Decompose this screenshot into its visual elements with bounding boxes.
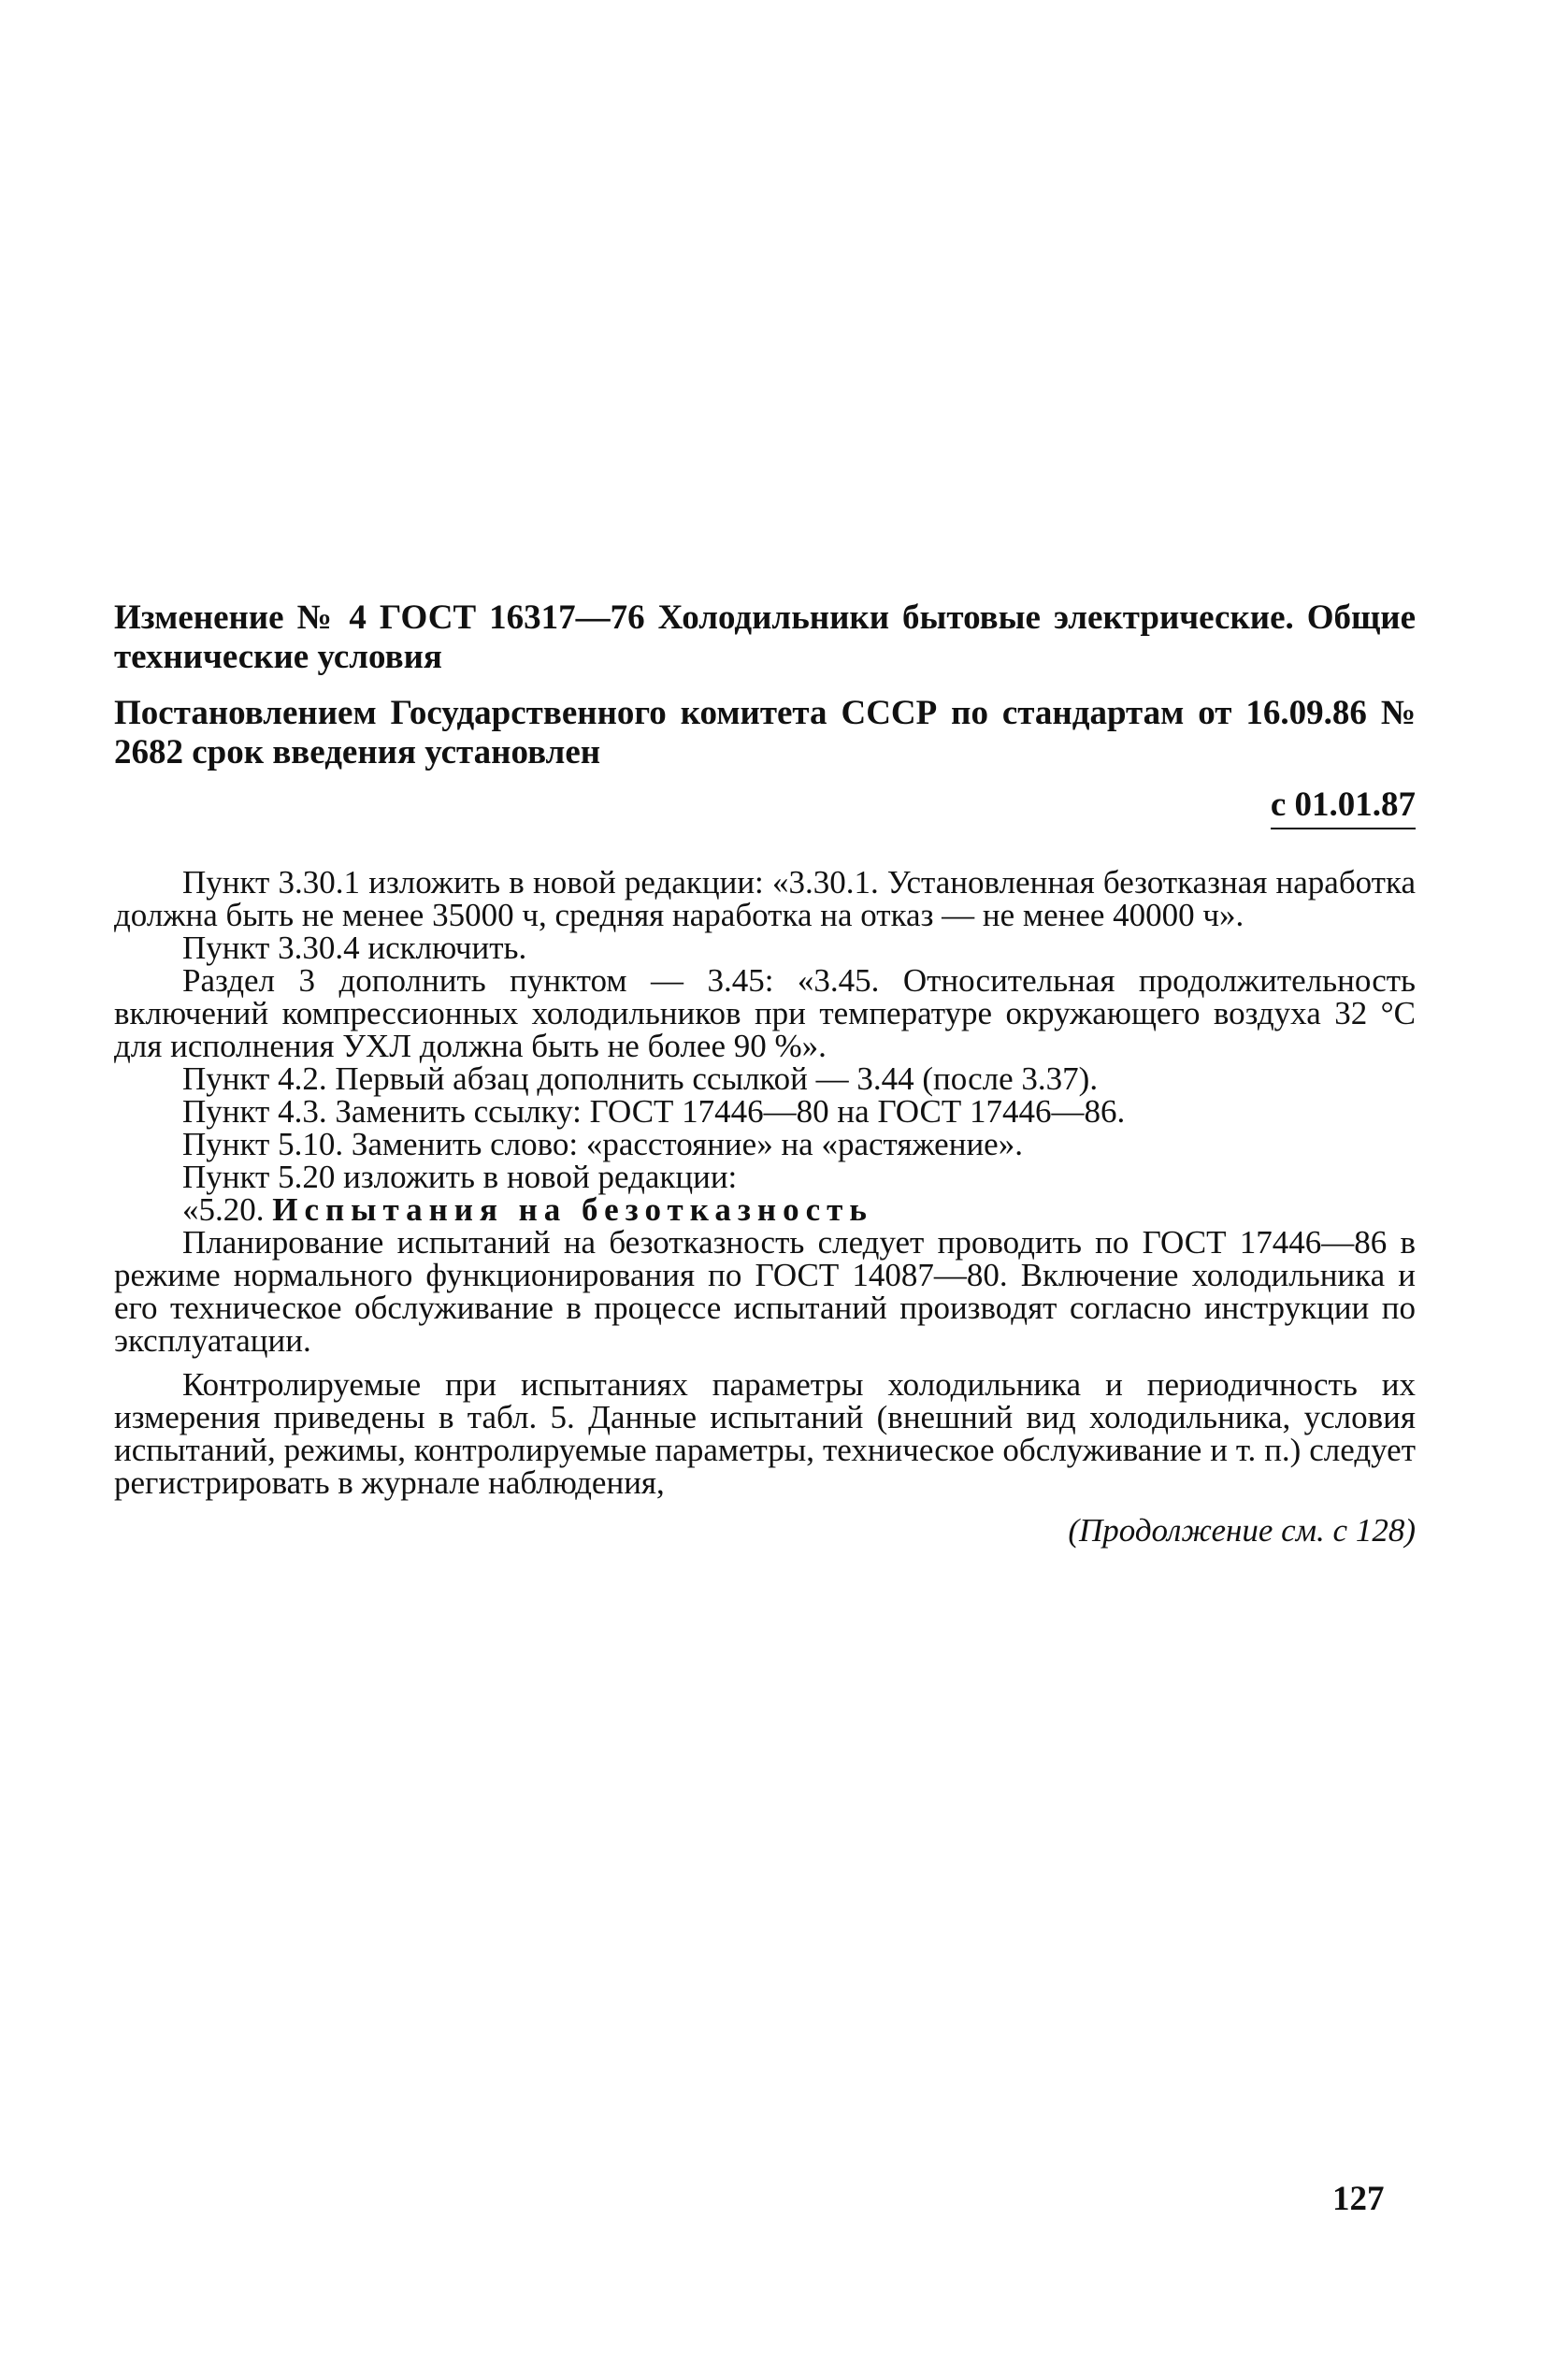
section-heading: Испытания на безотказность	[272, 1191, 873, 1228]
continuation-note: (Продолжение см. с 128)	[1068, 1512, 1416, 1549]
paragraph-4-3: Пункт 4.3. Заменить ссылку: ГОСТ 17446—80 на ГОСТ 17446—86.	[182, 1093, 1126, 1130]
section-5-20-heading	[114, 1193, 1416, 1226]
paragraph-planning: Планирование испытаний на безотказность следует проводить по ГОСТ 17446—86 в режиме нормального функционирования по ГОСТ 14087—80. Включение холодильника и его техническое обслуживание в процессе испытаний производят согласно инструкции по эксплуатации.	[114, 1224, 1416, 1359]
paragraph-3-45: Раздел 3 дополнить пунктом — 3.45: «3.45. Относительная продолжительность включений компрессионных холодильников при температуре окружающего воздуха 32 °С для исполнения УХЛ должна быть не более 90 %».	[114, 962, 1416, 1064]
section-prefix: «5.20.	[182, 1191, 265, 1228]
paragraph-4-2: Пункт 4.2. Первый абзац дополнить ссылкой — 3.44 (после 3.37).	[182, 1060, 1099, 1097]
paragraph-controlled-params: Контролируемые при испытаниях параметры холодильника и периодичность их измерения приведены в табл. 5. Данные испытаний (внешний вид холодильника, условия испытаний, режимы, контролируемые параметры, техническое обслуживание и т. п.) следует регистрировать в журнале наблюдения,	[114, 1366, 1416, 1501]
amendment-title: Изменение № 4 ГОСТ 16317—76 Холодильники бытовые электрические. Общие технические условия	[114, 598, 1416, 676]
effective-date	[114, 786, 1416, 825]
amendment-body	[114, 866, 1416, 1499]
paragraph-5-10: Пункт 5.10. Заменить слово: «расстояние» на «растяжение».	[182, 1126, 1023, 1162]
effective-date-value: с 01.01.87	[1271, 786, 1416, 829]
page-number: 127	[1332, 2180, 1385, 2218]
paragraph-3-30-4: Пункт 3.30.4 исключить.	[182, 930, 527, 966]
paragraph-5-20-intro: Пункт 5.20 изложить в новой редакции:	[182, 1159, 738, 1195]
paragraph-3-30-1: Пункт 3.30.1 изложить в новой редакции: «3.30.1. Установленная безотказная наработка должна быть не менее 35000 ч, средняя наработка на отказ — не менее 40000 ч».	[114, 864, 1416, 933]
decree-statement: Постановлением Государственного комитета СССР по стандартам от 16.09.86 № 2682 срок введения установлен	[114, 694, 1416, 771]
document-page	[114, 598, 1416, 1582]
